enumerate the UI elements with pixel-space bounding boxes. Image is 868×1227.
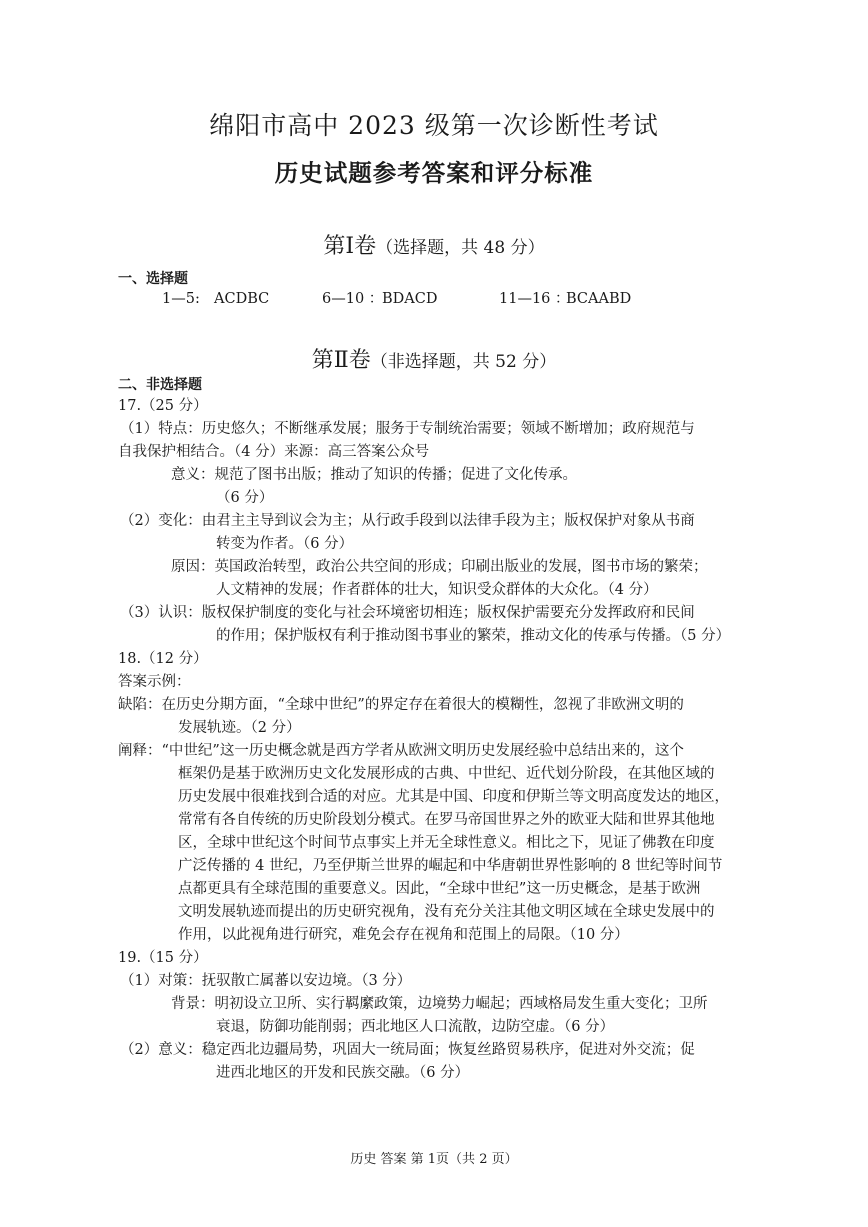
answer-value: BCAABD: [566, 291, 632, 307]
answer-line: （1）特点：历史悠久；不断继承发展；服务于专制统治需要；领域不断增加；政府规范与: [120, 421, 695, 437]
answer-value: BDACD: [382, 291, 438, 307]
answer-line: 作用，以此视角进行研究，难免会存在视角和范围上的局限。（10 分）: [178, 927, 629, 943]
part2-heading: [0, 343, 868, 374]
answer-line: 历史发展中很难找到合适的对应。尤其是中国、印度和伊斯兰等文明高度发达的地区，: [178, 789, 729, 805]
exam-title: 绵阳市高中 2023 级第一次诊断性考试: [209, 111, 659, 140]
answer-line: （1）对策：抚驭散亡属蕃以安边境。（3 分）: [120, 973, 412, 989]
answer-line: （3）认识：版权保护制度的变化与社会环境密切相连；版权保护需要充分发挥政府和民间: [120, 605, 695, 621]
answer-line: （2）意义：稳定西北边疆局势，巩固大一统局面；恢复丝路贸易秩序，促进对外交流；促: [120, 1042, 695, 1058]
answer-range: 11—16 ：: [499, 291, 570, 307]
part2-note: （非选择题，共 52 分）: [370, 352, 557, 372]
question-18-header: 18.（12 分）: [118, 651, 208, 667]
answer-line: 常常有各自传统的历史阶段划分模式。在罗马帝国世界之外的欧亚大陆和世界其他地: [178, 812, 715, 828]
answer-line: 文明发展轨迹而提出的历史研究视角，没有充分关注其他文明区域在全球史发展中的: [178, 904, 715, 920]
answer-range: 6—10 ：: [322, 291, 384, 307]
answer-line: （6 分）: [216, 490, 274, 506]
answer-line: 背景：明初设立卫所、实行羁縻政策，边境势力崛起；西域格局发生重大变化；卫所: [171, 996, 708, 1012]
part1-heading: [0, 229, 868, 260]
answer-line: 缺陷：在历史分期方面，“全球中世纪”的界定存在着很大的模糊性，忽视了非欧洲文明的: [118, 697, 684, 713]
answer-line: 发展轨迹。（2 分）: [178, 720, 301, 736]
page-footer: 历史 答案 第 1页（共 2 页）: [350, 1152, 518, 1167]
answer-line: 意义：规范了图书出版；推动了知识的传播；促进了文化传承。: [171, 467, 577, 483]
answer-line: 自我保护相结合。（4 分）来源：高三答案公众号: [118, 444, 430, 460]
section1-title: 一、选择题: [118, 271, 188, 287]
answer-line: （2）变化：由君主主导到议会为主；从行政手段到以法律手段为主；版权保护对象从书商: [120, 513, 695, 529]
answer-line: 区，全球中世纪这个时间节点事实上并无全球性意义。相比之下，见证了佛教在印度: [178, 835, 715, 851]
part1-note: （选择题，共 48 分）: [376, 238, 545, 258]
answer-value: ACDBC: [214, 291, 270, 307]
section2-title: 二、非选择题: [118, 377, 202, 393]
answer-line: 进西北地区的开发和民族交融。（6 分）: [216, 1065, 470, 1081]
answer-line: 衰退，防御功能削弱；西北地区人口流散，边防空虚。（6 分）: [216, 1019, 615, 1035]
answer-line: 阐释：“中世纪”这一历史概念就是西方学者从欧洲文明历史发展经验中总结出来的，这个: [118, 743, 684, 759]
document-subtitle: 历史试题参考答案和评分标准: [274, 159, 594, 187]
answer-line: 框架仍是基于欧洲历史文化发展形成的古典、中世纪、近代划分阶段，在其他区域的: [178, 766, 715, 782]
part2-label: 第Ⅱ卷: [311, 348, 371, 373]
question-19-header: 19.（15 分）: [118, 950, 208, 966]
answer-line: 转变为作者。（6 分）: [216, 536, 354, 552]
answer-line: 人文精神的发展；作者群体的壮大，知识受众群体的大众化。（4 分）: [216, 582, 658, 598]
answer-line: 原因：英国政治转型，政治公共空间的形成；印刷出版业的发展，图书市场的繁荣；: [171, 559, 708, 575]
answer-range: 1—5:: [162, 291, 200, 307]
answer-line: 点都更具有全球范围的重要意义。因此，“全球中世纪”这一历史概念，是基于欧洲: [178, 881, 701, 897]
part1-label: 第Ⅰ卷: [323, 234, 377, 259]
question-17-header: 17.（25 分）: [118, 398, 208, 414]
answer-line: 答案示例：: [118, 674, 191, 690]
answer-line: 的作用；保护版权有利于推动图书事业的繁荣，推动文化的传承与传播。（5 分）: [216, 628, 731, 644]
answer-line: 广泛传播的 4 世纪，乃至伊斯兰世界的崛起和中华唐朝世界性影响的 8 世纪等时间节: [178, 858, 723, 874]
